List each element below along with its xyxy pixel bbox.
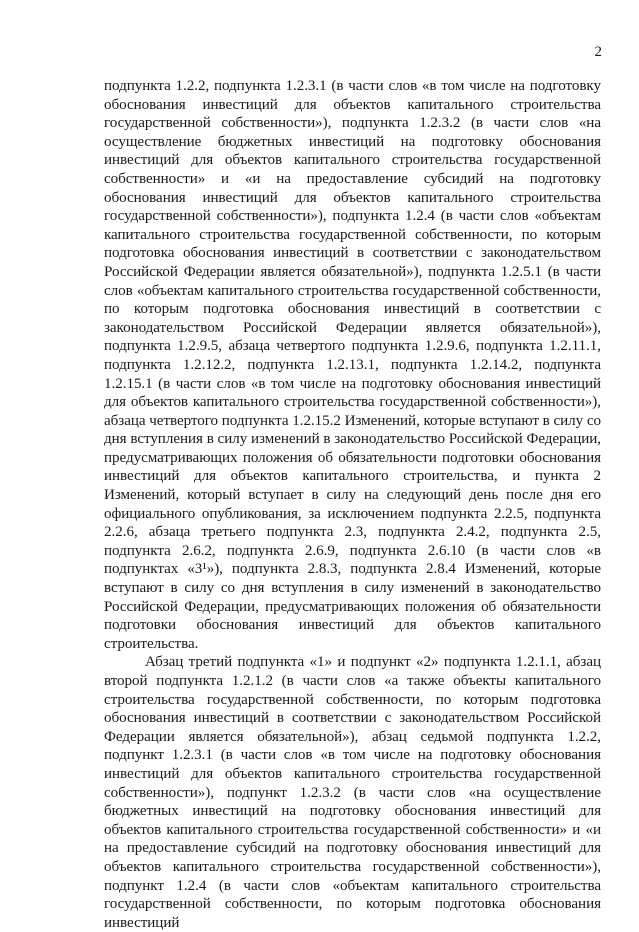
paragraph-abzac-tretiy: Абзац третий подпункта «1» и подпункт «2» подпункта 1.2.1.1, абзац второй подпункта 1.2.1.2 (в части слов «а также объекты капитального строительства государственной собственности, по которым подготовка обоснования инвестиций в соответствии с законодательством Российской Федерации является обязательной»), абзац седьмой подпункта 1.2.2, подпункт 1.2.3.1 (в части слов «в том числе на подготовку обоснования инвестиций для объектов капитального строительства государственной собственности»), подпункт 1.2.3.2 (в части слов «на осуществление бюджетных инвестиций на подготовку обоснования инвестиций для объектов капитального строительства государственной собственности» и «и на предоставление субсидий на подготовку обоснования инвестиций для объектов капитального строительства государственной собственности»), подпункт 1.2.4 (в части слов «объектам капитального строительства государственной собственности, по которым подготовка обоснования инвестиций [104, 654, 601, 931]
paragraph-continuation: подпункта 1.2.2, подпункта 1.2.3.1 (в части слов «в том числе на подготовку обоснования инвестиций для объектов капитального строительства государственной собственности»), подпункта 1.2.3.2 (в части слов «на осуществление бюджетных инвестиций на подготовку обоснования инвестиций для объектов капитального строительства государственной собственности» и «и на предоставление субсидий на подготовку обоснования инвестиций для объектов капитального строительства государственной собственности»), подпункта 1.2.4 (в части слов «объектам капитального строительства государственной собственности, по которым подготовка обоснования инвестиций в соответствии с законодательством Российской Федерации является обязательной»), подпункта 1.2.5.1 (в части слов «объектам капитального строительства государственной собственности, по которым подготовка обоснования инвестиций в соответствии с законодательством Российской Федерации является обязательной»), подпункта 1.2.9.5, абзаца четвертого подпункта 1.2.9.6, подпункта 1.2.11.1, подпункта 1.2.12.2, подпункта 1.2.13.1, подпункта 1.2.14.2, подпункта 1.2.15.1 (в части слов «в том числе на подготовку обоснования инвестиций для объектов капитального строительства государственной собственности»), абзаца четвертого подпункта 1.2.15.2 Изменений, которые вступают в силу со дня вступления в силу изменений в законодательство Российской Федерации, предусматривающих положения об обязательности подготовки обоснования инвестиций для объектов капитального строительства, и пункта 2 Изменений, который вступает в силу на следующий день после дня его официального опубликования, за исключением подпункта 2.2.5, подпункта 2.2.6, абзаца третьего подпункта 2.3, подпункта 2.4.2, подпункта 2.5, подпункта 2.6.2, подпункта 2.6.9, подпункта 2.6.10 (в части слов «в подпунктах «3¹»), подпункта 2.8.3, подпункта 2.8.4 Изменений, которые вступают в силу со дня вступления в силу изменений в законодательство Российской Федерации, предусматривающих положения об обязательности подготовки обоснования инвестиций для объектов капитального строительства. [104, 78, 601, 652]
document-body [104, 77, 601, 932]
page-number: 2 [594, 44, 602, 60]
